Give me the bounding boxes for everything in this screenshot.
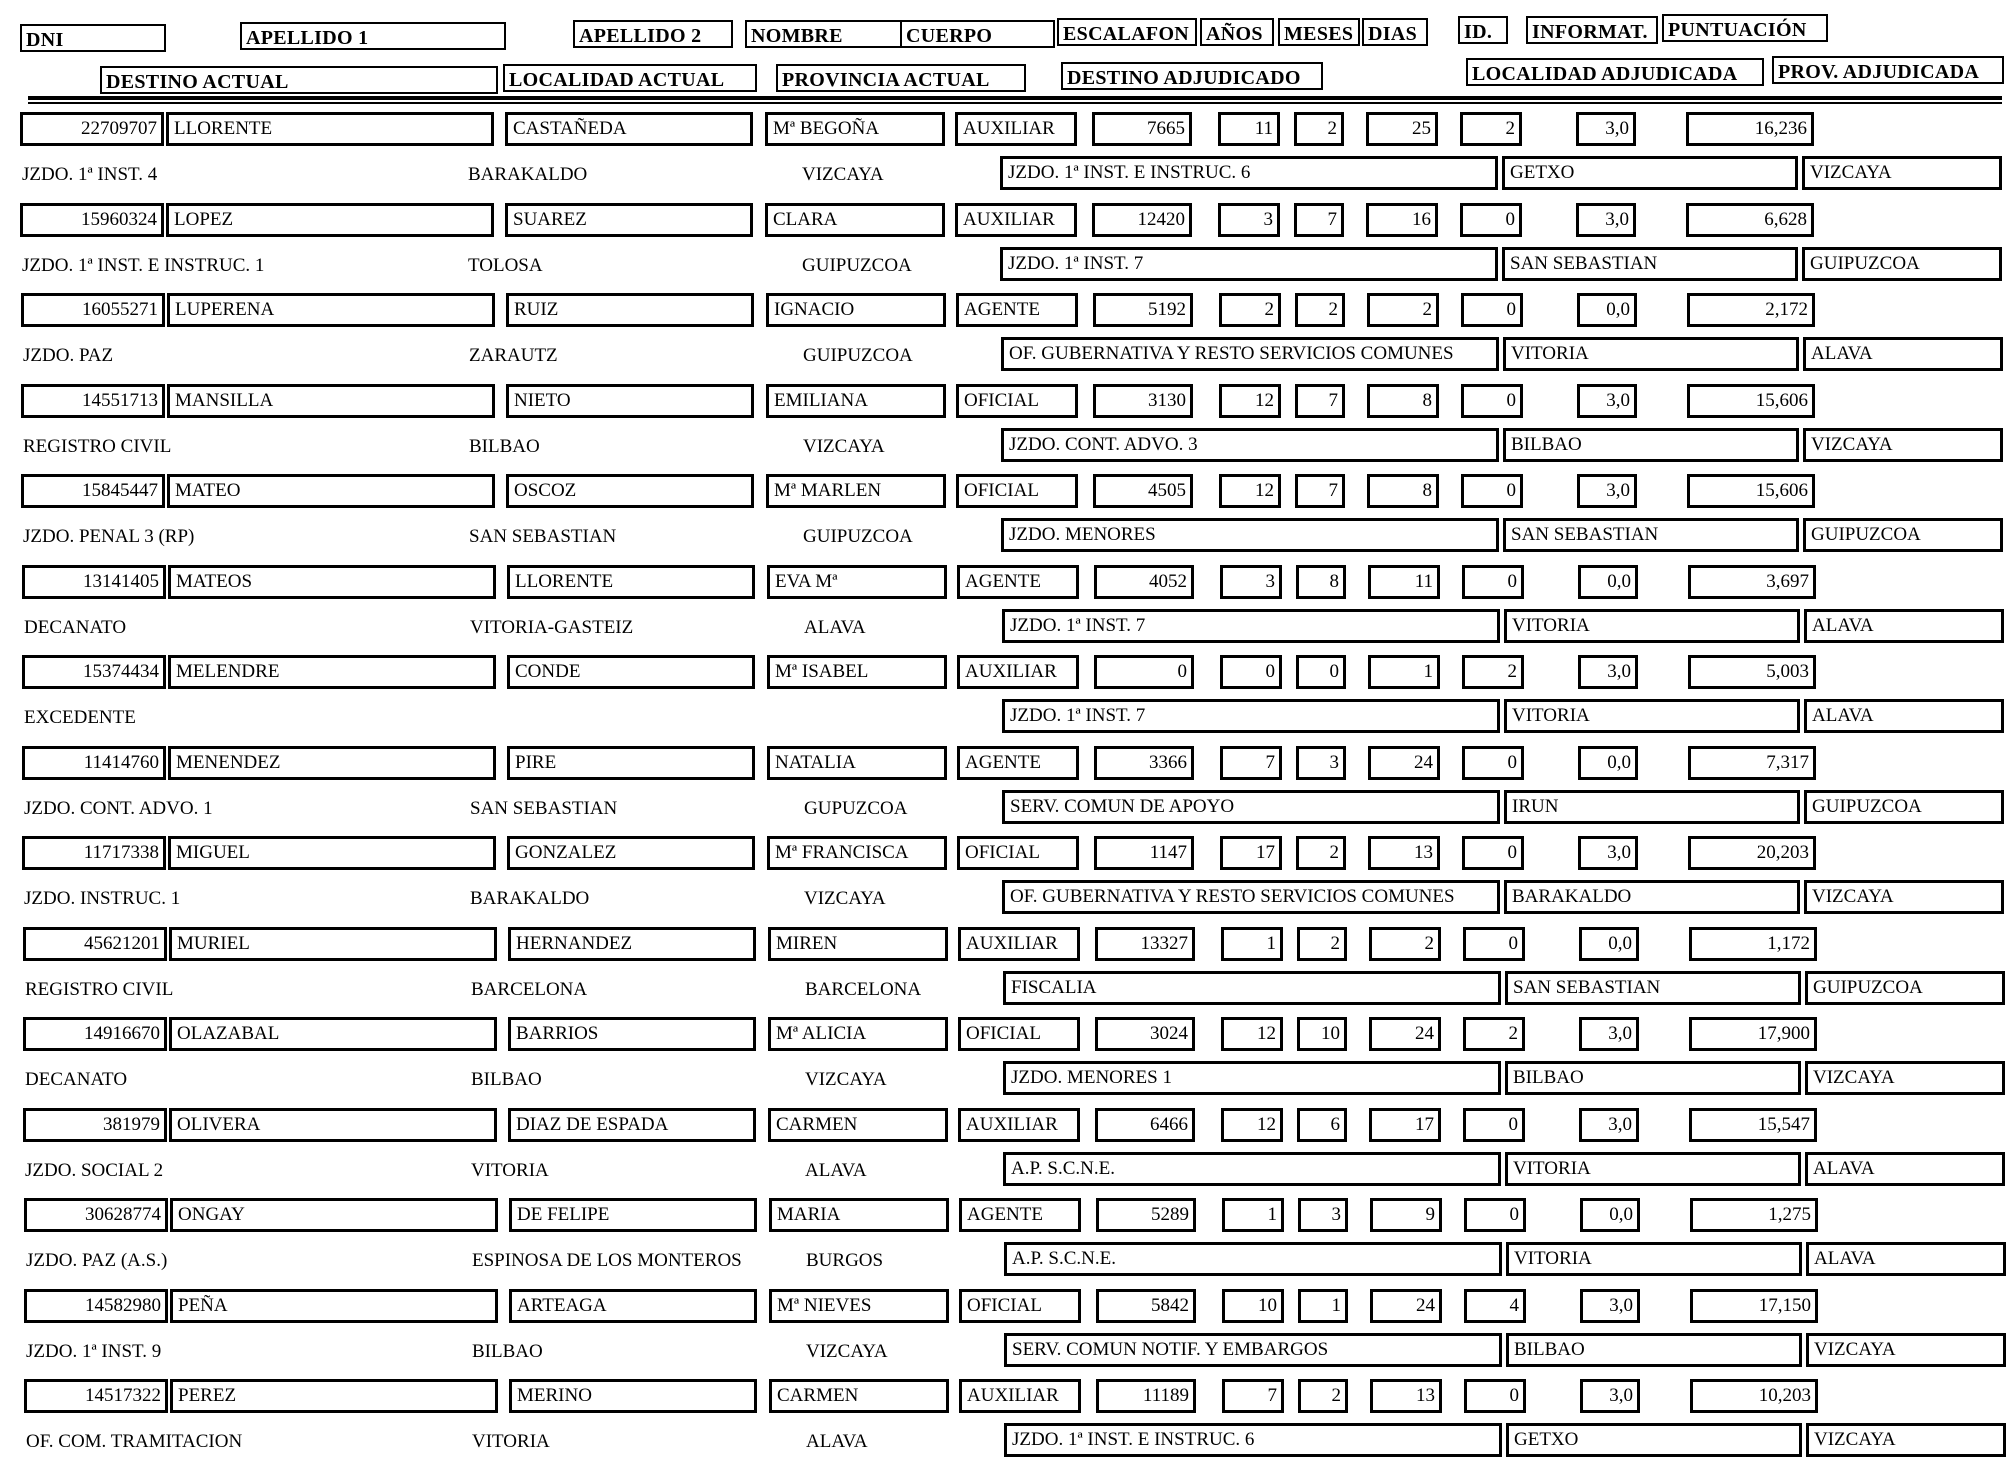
cell-puntuacion: 3,697 (1688, 565, 1816, 599)
cell-meses: 3 (1298, 1198, 1348, 1232)
cell-apellido1: LOPEZ (166, 203, 494, 237)
cell-nombre: Mª BEGOÑA (765, 112, 945, 146)
cell-localidad-adjudicada: BILBAO (1505, 1061, 1801, 1095)
cell-destino-adjudicado: OF. GUBERNATIVA Y RESTO SERVICIOS COMUNES (1002, 880, 1500, 914)
cell-cuerpo: AGENTE (957, 746, 1079, 780)
cell-localidad-actual: BARAKALDO (468, 164, 588, 185)
cell-cuerpo: AUXILIAR (955, 112, 1077, 146)
cell-apellido2: OSCOZ (506, 474, 754, 508)
cell-escalafon: 6466 (1095, 1108, 1195, 1142)
cell-dni: 13141405 (22, 565, 166, 599)
cell-escalafon: 3024 (1095, 1017, 1195, 1051)
cell-id: 0 (1462, 836, 1524, 870)
cell-apellido1: OLIVERA (169, 1108, 497, 1142)
cell-provincia-actual: GUIPUZCOA (803, 526, 913, 547)
cell-apellido2: CASTAÑEDA (505, 112, 753, 146)
header-meses: MESES (1278, 18, 1360, 46)
cell-destino-adjudicado: JZDO. MENORES 1 (1003, 1061, 1501, 1095)
cell-apellido1: PEÑA (170, 1289, 498, 1323)
cell-apellido2: SUAREZ (505, 203, 753, 237)
cell-dias: 2 (1367, 293, 1439, 327)
cell-provincia-actual: ALAVA (804, 617, 866, 638)
header-cuerpo: CUERPO (900, 20, 1055, 48)
cell-dias: 16 (1366, 203, 1438, 237)
cell-meses: 2 (1295, 293, 1345, 327)
cell-dias: 17 (1369, 1108, 1441, 1142)
cell-destino-adjudicado: JZDO. 1ª INST. 7 (1002, 609, 1500, 643)
cell-destino-adjudicado: A.P. S.C.N.E. (1004, 1242, 1502, 1276)
cell-apellido1: MATEO (167, 474, 495, 508)
cell-localidad-adjudicada: SAN SEBASTIAN (1503, 518, 1799, 552)
cell-destino-adjudicado: JZDO. 1ª INST. 7 (1002, 699, 1500, 733)
cell-id: 0 (1462, 565, 1524, 599)
cell-dni: 14916670 (23, 1017, 167, 1051)
cell-cuerpo: OFICIAL (956, 474, 1078, 508)
cell-dni: 381979 (23, 1108, 167, 1142)
cell-anos: 17 (1220, 836, 1282, 870)
cell-destino-actual: DECANATO (25, 1069, 128, 1090)
cell-puntuacion: 15,547 (1689, 1108, 1817, 1142)
cell-nombre: CLARA (765, 203, 945, 237)
header-puntuacion: PUNTUACIÓN (1662, 14, 1828, 42)
cell-nombre: MARIA (769, 1198, 949, 1232)
cell-destino-adjudicado: FISCALIA (1003, 971, 1501, 1005)
cell-cuerpo: AUXILIAR (955, 203, 1077, 237)
header-destino-actual: DESTINO ACTUAL (100, 66, 498, 94)
cell-dias: 1 (1368, 655, 1440, 689)
header-id: ID. (1458, 16, 1508, 44)
cell-apellido2: DE FELIPE (509, 1198, 757, 1232)
cell-informat: 3,0 (1577, 384, 1637, 418)
cell-provincia-actual: ALAVA (805, 1160, 867, 1181)
cell-nombre: Mª NIEVES (769, 1289, 949, 1323)
cell-nombre: EVA Mª (767, 565, 947, 599)
cell-dias: 24 (1370, 1289, 1442, 1323)
cell-id: 2 (1460, 112, 1522, 146)
cell-puntuacion: 6,628 (1686, 203, 1814, 237)
cell-apellido1: MANSILLA (167, 384, 495, 418)
cell-anos: 2 (1219, 293, 1281, 327)
cell-localidad-adjudicada: IRUN (1504, 790, 1800, 824)
cell-anos: 12 (1221, 1108, 1283, 1142)
cell-nombre: EMILIANA (766, 384, 946, 418)
cell-informat: 3,0 (1576, 203, 1636, 237)
cell-destino-actual: DECANATO (24, 617, 127, 638)
cell-puntuacion: 15,606 (1687, 474, 1815, 508)
cell-apellido1: MURIEL (169, 927, 497, 961)
cell-meses: 10 (1297, 1017, 1347, 1051)
cell-informat: 3,0 (1579, 1108, 1639, 1142)
cell-puntuacion: 1,275 (1690, 1198, 1818, 1232)
cell-dias: 24 (1369, 1017, 1441, 1051)
cell-prov-adjudicada: VIZCAYA (1806, 1423, 2006, 1457)
cell-localidad-adjudicada: SAN SEBASTIAN (1502, 247, 1798, 281)
cell-cuerpo: AGENTE (959, 1198, 1081, 1232)
cell-apellido1: MIGUEL (168, 836, 496, 870)
cell-dni: 11414760 (22, 746, 166, 780)
cell-dni: 45621201 (23, 927, 167, 961)
cell-cuerpo: AGENTE (957, 565, 1079, 599)
cell-prov-adjudicada: GUIPUZCOA (1805, 971, 2005, 1005)
cell-prov-adjudicada: GUIPUZCOA (1804, 790, 2004, 824)
cell-destino-adjudicado: A.P. S.C.N.E. (1003, 1152, 1501, 1186)
cell-informat: 3,0 (1578, 836, 1638, 870)
cell-informat: 3,0 (1578, 655, 1638, 689)
cell-apellido2: NIETO (506, 384, 754, 418)
cell-localidad-adjudicada: VITORIA (1506, 1242, 1802, 1276)
cell-cuerpo: AUXILIAR (958, 1108, 1080, 1142)
header-divider-thin (28, 102, 2002, 104)
cell-escalafon: 5289 (1096, 1198, 1196, 1232)
cell-nombre: Mª ALICIA (768, 1017, 948, 1051)
cell-destino-actual: OF. COM. TRAMITACION (26, 1431, 243, 1452)
cell-meses: 1 (1298, 1289, 1348, 1323)
cell-nombre: IGNACIO (766, 293, 946, 327)
cell-apellido1: MENENDEZ (168, 746, 496, 780)
cell-escalafon: 0 (1094, 655, 1194, 689)
cell-cuerpo: OFICIAL (958, 1017, 1080, 1051)
cell-informat: 0,0 (1579, 927, 1639, 961)
cell-anos: 3 (1220, 565, 1282, 599)
header-dias: DIAS (1362, 18, 1428, 46)
cell-informat: 3,0 (1580, 1289, 1640, 1323)
cell-meses: 8 (1296, 565, 1346, 599)
cell-destino-adjudicado: JZDO. 1ª INST. E INSTRUC. 6 (1000, 156, 1498, 190)
cell-apellido2: PIRE (507, 746, 755, 780)
cell-meses: 7 (1295, 474, 1345, 508)
cell-localidad-adjudicada: VITORIA (1503, 337, 1799, 371)
cell-cuerpo: OFICIAL (959, 1289, 1081, 1323)
cell-prov-adjudicada: GUIPUZCOA (1802, 247, 2002, 281)
cell-apellido2: HERNANDEZ (508, 927, 756, 961)
cell-dias: 2 (1369, 927, 1441, 961)
cell-provincia-actual: BURGOS (806, 1250, 884, 1271)
cell-prov-adjudicada: VIZCAYA (1806, 1333, 2006, 1367)
cell-prov-adjudicada: ALAVA (1804, 609, 2004, 643)
cell-dni: 16055271 (21, 293, 165, 327)
cell-destino-adjudicado: JZDO. CONT. ADVO. 3 (1001, 428, 1499, 462)
cell-id: 0 (1463, 1108, 1525, 1142)
cell-destino-actual: EXCEDENTE (24, 707, 136, 728)
cell-destino-adjudicado: SERV. COMUN NOTIF. Y EMBARGOS (1004, 1333, 1502, 1367)
cell-puntuacion: 7,317 (1688, 746, 1816, 780)
cell-dias: 24 (1368, 746, 1440, 780)
cell-puntuacion: 20,203 (1688, 836, 1816, 870)
cell-localidad-adjudicada: GETXO (1502, 156, 1798, 190)
cell-meses: 0 (1296, 655, 1346, 689)
cell-provincia-actual: VIZCAYA (806, 1341, 888, 1362)
cell-destino-actual: REGISTRO CIVIL (23, 436, 172, 457)
header-anos: AÑOS (1200, 18, 1274, 46)
cell-provincia-actual: GUIPUZCOA (803, 345, 913, 366)
cell-provincia-actual: VIZCAYA (802, 164, 884, 185)
cell-anos: 12 (1219, 384, 1281, 418)
cell-informat: 0,0 (1578, 746, 1638, 780)
cell-puntuacion: 5,003 (1688, 655, 1816, 689)
cell-localidad-adjudicada: BARAKALDO (1504, 880, 1800, 914)
cell-informat: 3,0 (1579, 1017, 1639, 1051)
cell-informat: 0,0 (1578, 565, 1638, 599)
cell-apellido1: OLAZABAL (169, 1017, 497, 1051)
header-nombre: NOMBRE (745, 20, 902, 48)
cell-meses: 2 (1296, 836, 1346, 870)
cell-apellido2: MERINO (509, 1379, 757, 1413)
cell-nombre: CARMEN (768, 1108, 948, 1142)
cell-nombre: Mª FRANCISCA (767, 836, 947, 870)
cell-anos: 1 (1222, 1198, 1284, 1232)
cell-puntuacion: 2,172 (1687, 293, 1815, 327)
cell-localidad-actual: SAN SEBASTIAN (470, 798, 618, 819)
cell-meses: 2 (1297, 927, 1347, 961)
cell-id: 0 (1461, 293, 1523, 327)
cell-escalafon: 7665 (1092, 112, 1192, 146)
cell-escalafon: 4505 (1093, 474, 1193, 508)
header-localidad-actual: LOCALIDAD ACTUAL (503, 64, 757, 92)
cell-dni: 15960324 (20, 203, 164, 237)
cell-meses: 2 (1294, 112, 1344, 146)
cell-provincia-actual: GUIPUZCOA (802, 255, 912, 276)
cell-puntuacion: 1,172 (1689, 927, 1817, 961)
cell-provincia-actual: BARCELONA (805, 979, 922, 1000)
cell-id: 0 (1461, 474, 1523, 508)
cell-dias: 8 (1367, 474, 1439, 508)
cell-escalafon: 5192 (1093, 293, 1193, 327)
cell-localidad-adjudicada: GETXO (1506, 1423, 1802, 1457)
cell-dni: 15845447 (21, 474, 165, 508)
cell-puntuacion: 16,236 (1686, 112, 1814, 146)
cell-localidad-actual: ZARAUTZ (469, 345, 558, 366)
cell-escalafon: 4052 (1094, 565, 1194, 599)
cell-dni: 14551713 (21, 384, 165, 418)
cell-localidad-actual: VITORIA (472, 1431, 550, 1452)
header-prov-adjudicada: PROV. ADJUDICADA (1772, 56, 2004, 84)
cell-cuerpo: AUXILIAR (959, 1379, 1081, 1413)
cell-prov-adjudicada: VIZCAYA (1803, 428, 2003, 462)
cell-dias: 25 (1366, 112, 1438, 146)
cell-destino-actual: JZDO. INSTRUC. 1 (24, 888, 181, 909)
cell-puntuacion: 17,150 (1690, 1289, 1818, 1323)
cell-anos: 1 (1221, 927, 1283, 961)
cell-destino-actual: JZDO. PAZ (A.S.) (26, 1250, 168, 1271)
cell-anos: 10 (1222, 1289, 1284, 1323)
cell-escalafon: 3130 (1093, 384, 1193, 418)
cell-provincia-actual: VIZCAYA (804, 888, 886, 909)
cell-destino-adjudicado: OF. GUBERNATIVA Y RESTO SERVICIOS COMUNES (1001, 337, 1499, 371)
cell-escalafon: 3366 (1094, 746, 1194, 780)
cell-dni: 30628774 (24, 1198, 168, 1232)
cell-nombre: MIREN (768, 927, 948, 961)
cell-id: 0 (1463, 927, 1525, 961)
cell-escalafon: 13327 (1095, 927, 1195, 961)
cell-dias: 13 (1370, 1379, 1442, 1413)
cell-anos: 7 (1220, 746, 1282, 780)
cell-provincia-actual: ALAVA (806, 1431, 868, 1452)
cell-puntuacion: 17,900 (1689, 1017, 1817, 1051)
cell-destino-actual: REGISTRO CIVIL (25, 979, 174, 1000)
cell-destino-actual: JZDO. 1ª INST. 4 (22, 164, 158, 185)
cell-id: 0 (1462, 746, 1524, 780)
cell-localidad-adjudicada: BILBAO (1503, 428, 1799, 462)
cell-apellido2: BARRIOS (508, 1017, 756, 1051)
cell-destino-adjudicado: JZDO. 1ª INST. 7 (1000, 247, 1498, 281)
cell-destino-actual: JZDO. CONT. ADVO. 1 (24, 798, 213, 819)
cell-cuerpo: AUXILIAR (958, 927, 1080, 961)
cell-destino-adjudicado: JZDO. MENORES (1001, 518, 1499, 552)
cell-meses: 3 (1296, 746, 1346, 780)
header-divider (28, 96, 2002, 100)
cell-prov-adjudicada: VIZCAYA (1802, 156, 2002, 190)
cell-meses: 2 (1298, 1379, 1348, 1413)
cell-informat: 0,0 (1580, 1198, 1640, 1232)
cell-destino-adjudicado: JZDO. 1ª INST. E INSTRUC. 6 (1004, 1423, 1502, 1457)
cell-informat: 3,0 (1580, 1379, 1640, 1413)
cell-provincia-actual: GUPUZCOA (804, 798, 908, 819)
cell-apellido2: LLORENTE (507, 565, 755, 599)
header-localidad-adjudicada: LOCALIDAD ADJUDICADA (1466, 58, 1764, 86)
cell-id: 0 (1464, 1379, 1526, 1413)
cell-meses: 6 (1297, 1108, 1347, 1142)
cell-localidad-actual: BILBAO (469, 436, 540, 457)
cell-localidad-actual: VITORIA-GASTEIZ (470, 617, 634, 638)
cell-prov-adjudicada: VIZCAYA (1805, 1061, 2005, 1095)
cell-dni: 22709707 (20, 112, 164, 146)
cell-localidad-adjudicada: SAN SEBASTIAN (1505, 971, 1801, 1005)
header-escalafon: ESCALAFON (1057, 18, 1197, 46)
cell-id: 0 (1464, 1198, 1526, 1232)
cell-dias: 9 (1370, 1198, 1442, 1232)
cell-id: 0 (1461, 384, 1523, 418)
cell-nombre: CARMEN (769, 1379, 949, 1413)
cell-localidad-adjudicada: VITORIA (1504, 609, 1800, 643)
cell-apellido2: CONDE (507, 655, 755, 689)
cell-meses: 7 (1295, 384, 1345, 418)
cell-prov-adjudicada: GUIPUZCOA (1803, 518, 2003, 552)
cell-apellido1: LUPERENA (167, 293, 495, 327)
header-informat: INFORMAT. (1526, 16, 1658, 44)
cell-anos: 11 (1218, 112, 1280, 146)
header-dni: DNI (20, 24, 166, 52)
cell-localidad-actual: BARCELONA (471, 979, 588, 1000)
cell-apellido1: PEREZ (170, 1379, 498, 1413)
cell-localidad-actual: VITORIA (471, 1160, 549, 1181)
cell-prov-adjudicada: VIZCAYA (1804, 880, 2004, 914)
cell-localidad-adjudicada: VITORIA (1505, 1152, 1801, 1186)
cell-escalafon: 11189 (1096, 1379, 1196, 1413)
cell-meses: 7 (1294, 203, 1344, 237)
header-apellido1: APELLIDO 1 (240, 22, 506, 50)
cell-destino-actual: JZDO. SOCIAL 2 (25, 1160, 164, 1181)
cell-cuerpo: OFICIAL (957, 836, 1079, 870)
cell-localidad-actual: ESPINOSA DE LOS MONTEROS (472, 1250, 742, 1271)
cell-apellido1: MELENDRE (168, 655, 496, 689)
cell-destino-actual: JZDO. 1ª INST. 9 (26, 1341, 162, 1362)
cell-cuerpo: AGENTE (956, 293, 1078, 327)
cell-localidad-adjudicada: VITORIA (1504, 699, 1800, 733)
cell-escalafon: 12420 (1092, 203, 1192, 237)
cell-provincia-actual: VIZCAYA (805, 1069, 887, 1090)
cell-puntuacion: 15,606 (1687, 384, 1815, 418)
cell-id: 2 (1462, 655, 1524, 689)
cell-apellido2: DIAZ DE ESPADA (508, 1108, 756, 1142)
cell-id: 2 (1463, 1017, 1525, 1051)
cell-anos: 12 (1221, 1017, 1283, 1051)
cell-dias: 8 (1367, 384, 1439, 418)
cell-nombre: Mª MARLEN (766, 474, 946, 508)
cell-dni: 15374434 (22, 655, 166, 689)
cell-nombre: Mª ISABEL (767, 655, 947, 689)
header-provincia-actual: PROVINCIA ACTUAL (776, 64, 1026, 92)
cell-informat: 3,0 (1576, 112, 1636, 146)
cell-apellido2: ARTEAGA (509, 1289, 757, 1323)
cell-localidad-actual: BARAKALDO (470, 888, 590, 909)
cell-prov-adjudicada: ALAVA (1806, 1242, 2006, 1276)
cell-informat: 3,0 (1577, 474, 1637, 508)
cell-anos: 12 (1219, 474, 1281, 508)
cell-localidad-actual: SAN SEBASTIAN (469, 526, 617, 547)
cell-dias: 13 (1368, 836, 1440, 870)
cell-localidad-actual: BILBAO (472, 1341, 543, 1362)
cell-escalafon: 1147 (1094, 836, 1194, 870)
header-destino-adjudicado: DESTINO ADJUDICADO (1061, 62, 1323, 90)
cell-apellido1: ONGAY (170, 1198, 498, 1232)
cell-id: 4 (1464, 1289, 1526, 1323)
cell-localidad-adjudicada: BILBAO (1506, 1333, 1802, 1367)
cell-localidad-actual: TOLOSA (468, 255, 543, 276)
cell-provincia-actual: VIZCAYA (803, 436, 885, 457)
cell-prov-adjudicada: ALAVA (1803, 337, 2003, 371)
cell-destino-adjudicado: SERV. COMUN DE APOYO (1002, 790, 1500, 824)
cell-anos: 3 (1218, 203, 1280, 237)
cell-escalafon: 5842 (1096, 1289, 1196, 1323)
cell-anos: 7 (1222, 1379, 1284, 1413)
cell-apellido2: GONZALEZ (507, 836, 755, 870)
cell-nombre: NATALIA (767, 746, 947, 780)
cell-destino-actual: JZDO. 1ª INST. E INSTRUC. 1 (22, 255, 265, 276)
cell-anos: 0 (1220, 655, 1282, 689)
cell-informat: 0,0 (1577, 293, 1637, 327)
header-apellido2: APELLIDO 2 (573, 20, 733, 48)
cell-localidad-actual: BILBAO (471, 1069, 542, 1090)
cell-apellido2: RUIZ (506, 293, 754, 327)
cell-cuerpo: AUXILIAR (957, 655, 1079, 689)
cell-dni: 14517322 (24, 1379, 168, 1413)
cell-destino-actual: JZDO. PAZ (23, 345, 114, 366)
cell-prov-adjudicada: ALAVA (1804, 699, 2004, 733)
cell-prov-adjudicada: ALAVA (1805, 1152, 2005, 1186)
cell-dni: 14582980 (24, 1289, 168, 1323)
cell-apellido1: MATEOS (168, 565, 496, 599)
cell-apellido1: LLORENTE (166, 112, 494, 146)
cell-dias: 11 (1368, 565, 1440, 599)
cell-destino-actual: JZDO. PENAL 3 (RP) (23, 526, 195, 547)
cell-dni: 11717338 (22, 836, 166, 870)
cell-id: 0 (1460, 203, 1522, 237)
cell-puntuacion: 10,203 (1690, 1379, 1818, 1413)
cell-cuerpo: OFICIAL (956, 384, 1078, 418)
